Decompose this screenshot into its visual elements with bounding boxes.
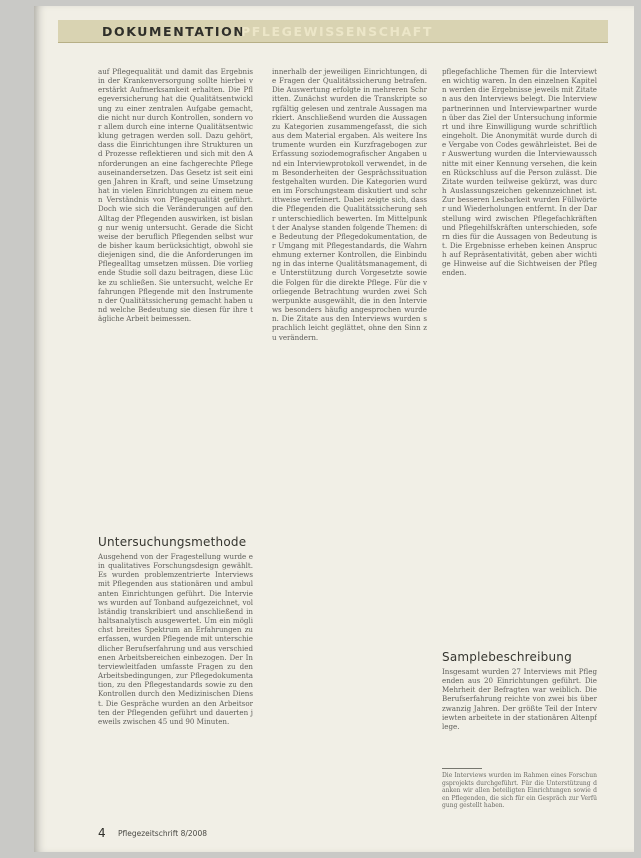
section-header (58, 20, 608, 43)
method-body: Ausgehend von der Fragestellung wurde ein qualitatives Forschungsdesign gewählt. Es wurden problemzentrierte Interviews mit Pflegenden aus stationären und ambulanten Einrichtungen geführt. Die Interviews wurden auf Tonband aufgezeichnet, vollständig transkribiert und anschließend inhaltsanalytisch ausgewertet. Um ein möglichst breites Spektrum an Erfahrungen zu erfassen, wurden Pflegende mit unterschiedlicher Berufserfahrung und aus verschiedenen Arbeitsbereichen einbezogen. Der Interviewleitfaden umfasste Fragen zu den Arbeitsbedingungen, zur Pflegedokumentation, zu den Pflegestandards sowie zu den Kontrollen durch den Medizinischen Dienst. Die Gespräche wurden an den Arbeitsorten der Pflegenden geführt und dauerten jeweils zwischen 45 und 90 Minuten. (98, 552, 253, 726)
topic-label: PFLEGEWISSENSCHAFT (241, 24, 434, 39)
paragraph: innerhalb der jeweiligen Einrichtungen, die Fragen der Qualitätssicherung betrafen. Die Auswertung erfolgte in mehreren Schritten. Zunächst wurden die Transkripte sorgfältig gelesen und zentrale Aussagen markiert. Anschließend wurden die Aussagen zu Kategorien zusammengefasst, die sich aus dem Material ergaben. Als weitere Instrumente wurden ein Kurzfragebogen zur Erfassung soziodemografischer Angaben und ein Interviewprotokoll verwendet, in dem Besonderheiten der Gesprächssituation festgehalten wurden. Die Kategorien wurden im Forschungsteam diskutiert und schrittweise verfeinert. Dabei zeigte sich, dass die Pflegenden die Qualitätssicherung sehr unterschiedlich bewerten. Im Mittelpunkt der Analyse standen folgende Themen: die Bedeutung der Pflegedokumentation, der Umgang mit Pflegestandards, die Wahrnehmung externer Kontrollen, die Einbindung in das interne Qualitätsmanagement, die Unterstützung durch Vorgesetzte sowie die Folgen für die direkte Pflege. Für die vorliegende Betrachtung wurden zwei Schwerpunkte ausgewählt, die in den Interviews besonders häufig angesprochen wurden. Die Zitate aus den Interviews wurden sprachlich leicht geglättet, ohne den Sinn zu verändern. (272, 67, 427, 342)
body-column-3 (442, 67, 597, 642)
page-number: 4 (98, 826, 106, 840)
paragraph: auf Pflegequalität und damit das Ergebnis in der Krankenversorgung sollte hierbei verstärkt Aufmerksamkeit erhalten. Die Pflegeversicherung hat die Qualitätsentwicklung zu einer zentralen Aufgabe gemacht, die nicht nur durch Kontrollen, sondern vor allem durch eine interne Qualitätsentwicklung getragen werden soll. Dazu gehört, dass die Einrichtungen ihre Strukturen und Prozesse reflektieren und sich mit den Anforderungen an eine fachgerechte Pflege auseinandersetzen. Das Gesetz ist seit einigen Jahren in Kraft, und seine Umsetzung hat in vielen Einrichtungen zu einem neuen Verständnis von Pflegequalität geführt. Doch wie sich die Veränderungen auf den Alltag der Pflegenden auswirken, ist bislang nur wenig untersucht. Gerade die Sichtweise der beruflich Pflegenden selbst wurde bisher kaum berücksichtigt, obwohl sie diejenigen sind, die die Anforderungen im Pflegealltag umsetzen müssen. Die vorliegende Studie soll dazu beitragen, diese Lücke zu schließen. Sie untersucht, welche Erfahrungen Pflegende mit den Instrumenten der Qualitätssicherung gemacht haben und welche Bedeutung sie diesen für ihre tägliche Arbeit beimessen. (98, 67, 253, 324)
footnote: Die Interviews wurden im Rahmen eines Forschungsprojekts durchgeführt. Für die Unterstützung danken wir allen beteiligten Einrichtungen sowie den Pflegenden, die sich für ein Gespräch zur Verfügung gestellt haben. (442, 772, 597, 810)
sample-heading: Samplebeschreibung (442, 650, 572, 664)
body-column-2 (272, 67, 427, 837)
journal-reference: Pflegezeitschrift 8/2008 (118, 829, 207, 838)
sample-body: Insgesamt wurden 27 Interviews mit Pflegenden aus 20 Einrichtungen geführt. Die Mehrheit der Befragten war weiblich. Die Berufserfahrung reichte von zwei bis über zwanzig Jahren. Der größte Teil der Interviewten arbeitete in der stationären Altenpflege. (442, 667, 597, 731)
section-label: DOKUMENTATION (102, 24, 246, 39)
method-heading: Untersuchungsmethode (98, 535, 247, 549)
footnote-divider (442, 768, 482, 769)
paragraph: pflegefachliche Themen für die Interviewten wichtig waren. In den einzelnen Kapiteln werden die Ergebnisse jeweils mit Zitaten aus den Interviews belegt. Die Interviewpartnerinnen und Interviewpartner wurden über das Ziel der Untersuchung informiert und ihre Einwilligung wurde schriftlich eingeholt. Die Anonymität wurde durch die Vergabe von Codes gewährleistet. Bei der Auswertung wurden die Interviewausschnitte mit einer Kennung versehen, die keinen Rückschluss auf die Person zulässt. Die Zitate wurden teilweise gekürzt, was durch Auslassungszeichen gekennzeichnet ist. Zur besseren Lesbarkeit wurden Füllwörter und Wiederholungen entfernt. In der Darstellung wird zwischen Pflegefachkräften und Pflegehilfskräften unterschieden, sofern dies für die Aussagen von Bedeutung ist. Die Ergebnisse erheben keinen Anspruch auf Repräsentativität, geben aber wichtige Hinweise auf die Sichtweisen der Pflegenden. (442, 67, 597, 278)
body-column-1 (98, 67, 253, 529)
